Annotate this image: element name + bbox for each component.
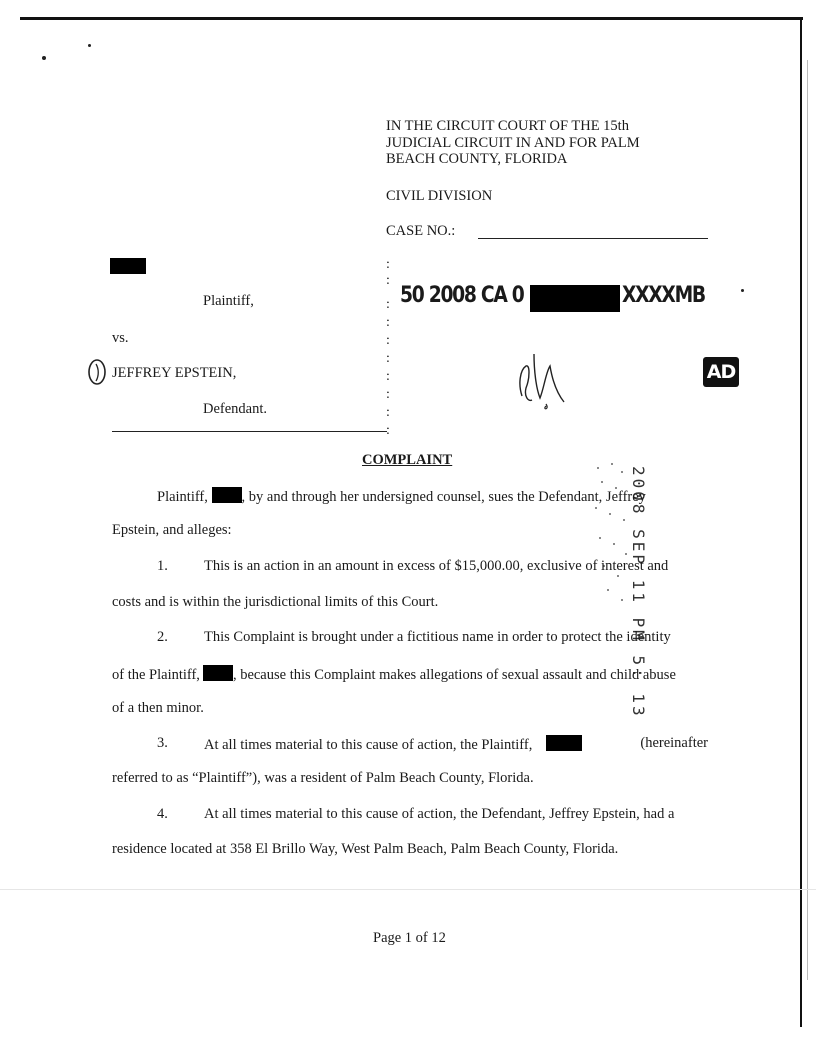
- scan-edge-line: [807, 60, 808, 980]
- paragraph-3-line-1: [204, 735, 708, 754]
- case-number-redaction: [530, 285, 620, 312]
- paragraph-text: At all times material to this cause of action, the Plaintiff,: [204, 737, 533, 753]
- clerk-filing-stamp-text: 2008 SEP 11 PM 5: 13: [629, 466, 648, 719]
- court-header-line: IN THE CIRCUIT COURT OF THE 15th: [386, 118, 629, 134]
- paragraph-text: (hereinafter: [640, 735, 708, 751]
- court-header-line: JUDICIAL CIRCUIT IN AND FOR PALM: [386, 134, 640, 151]
- scan-speck: [42, 56, 46, 60]
- page-number: Page 1 of 12: [373, 930, 446, 946]
- defendant-name: JEFFREY EPSTEIN,: [112, 365, 237, 381]
- complaint-title: COMPLAINT: [362, 452, 453, 468]
- caption-colon-column: : : : : : : : : : :: [386, 257, 390, 438]
- intro-line-1: [157, 487, 646, 506]
- paragraph-1-line-1: This is an action in an amount in excess of $15,000.00, exclusive of interest and: [204, 558, 669, 574]
- paragraph-2-line-2: [112, 665, 676, 684]
- paragraph-text: of the Plaintiff,: [112, 667, 200, 683]
- case-number-stamp: [400, 283, 524, 308]
- court-header: [386, 118, 640, 168]
- paragraph-4-line-1: At all times material to this cause of action, the Defendant, Jeffrey Epstein, had a: [204, 806, 675, 822]
- paragraph-3-number: 3.: [157, 735, 168, 751]
- case-stamp-suffix-wrap: [622, 283, 705, 308]
- plaintiff-name-redaction: [212, 487, 242, 503]
- intro-text: , by and through her undersigned counsel, sues the Defendant, Jeffrey: [241, 489, 646, 505]
- caption-rule: [112, 431, 387, 432]
- right-border: [800, 17, 802, 1027]
- court-header-line: BEACH COUNTY, FLORIDA: [386, 151, 568, 167]
- case-stamp-suffix: XXXXMB: [622, 283, 705, 308]
- paragraph-2-number: 2.: [157, 629, 168, 645]
- case-stamp-prefix: 50 2008 CA 0: [400, 283, 524, 308]
- paragraph-2-line-1: This Complaint is brought under a fictitious name in order to protect the identity: [204, 629, 671, 645]
- intro-line-2: Epstein, and alleges:: [112, 522, 232, 538]
- division-label: CIVIL DIVISION: [386, 188, 493, 204]
- paragraph-2-line-3: of a then minor.: [112, 700, 204, 716]
- initials-stamp-text: AD: [706, 361, 736, 383]
- paragraph-1-line-2: costs and is within the jurisdictional limits of this Court.: [112, 594, 439, 610]
- plaintiff-label: Plaintiff,: [203, 293, 254, 309]
- handwritten-initials: [516, 344, 572, 412]
- paragraph-4-line-2: residence located at 358 El Brillo Way, West Palm Beach, Palm Beach County, Florida.: [112, 841, 619, 857]
- clerk-stamp-dots: [588, 458, 636, 610]
- scan-speck: [741, 289, 744, 292]
- case-no-label: CASE NO.:: [386, 223, 456, 239]
- paragraph-3-line-2: referred to as “Plaintiff”), was a resident of Palm Beach County, Florida.: [112, 770, 534, 786]
- versus-label: vs.: [112, 330, 129, 346]
- scan-speck: [88, 44, 91, 47]
- plaintiff-name-redaction: [203, 665, 233, 681]
- paragraph-1-number: 1.: [157, 558, 168, 574]
- handwritten-circle-mark: [86, 357, 108, 387]
- initials-stamp: [703, 357, 739, 387]
- paragraph-4-number: 4.: [157, 806, 168, 822]
- scan-fold-line: [0, 889, 816, 890]
- top-border: [20, 17, 803, 20]
- plaintiff-name-redaction: [110, 258, 146, 274]
- plaintiff-name-redaction: [546, 735, 582, 751]
- case-no-line: [478, 238, 708, 239]
- defendant-label: Defendant.: [203, 401, 268, 417]
- paragraph-text: , because this Complaint makes allegations of sexual assault and child abuse: [232, 667, 676, 683]
- intro-text: Plaintiff,: [157, 489, 208, 505]
